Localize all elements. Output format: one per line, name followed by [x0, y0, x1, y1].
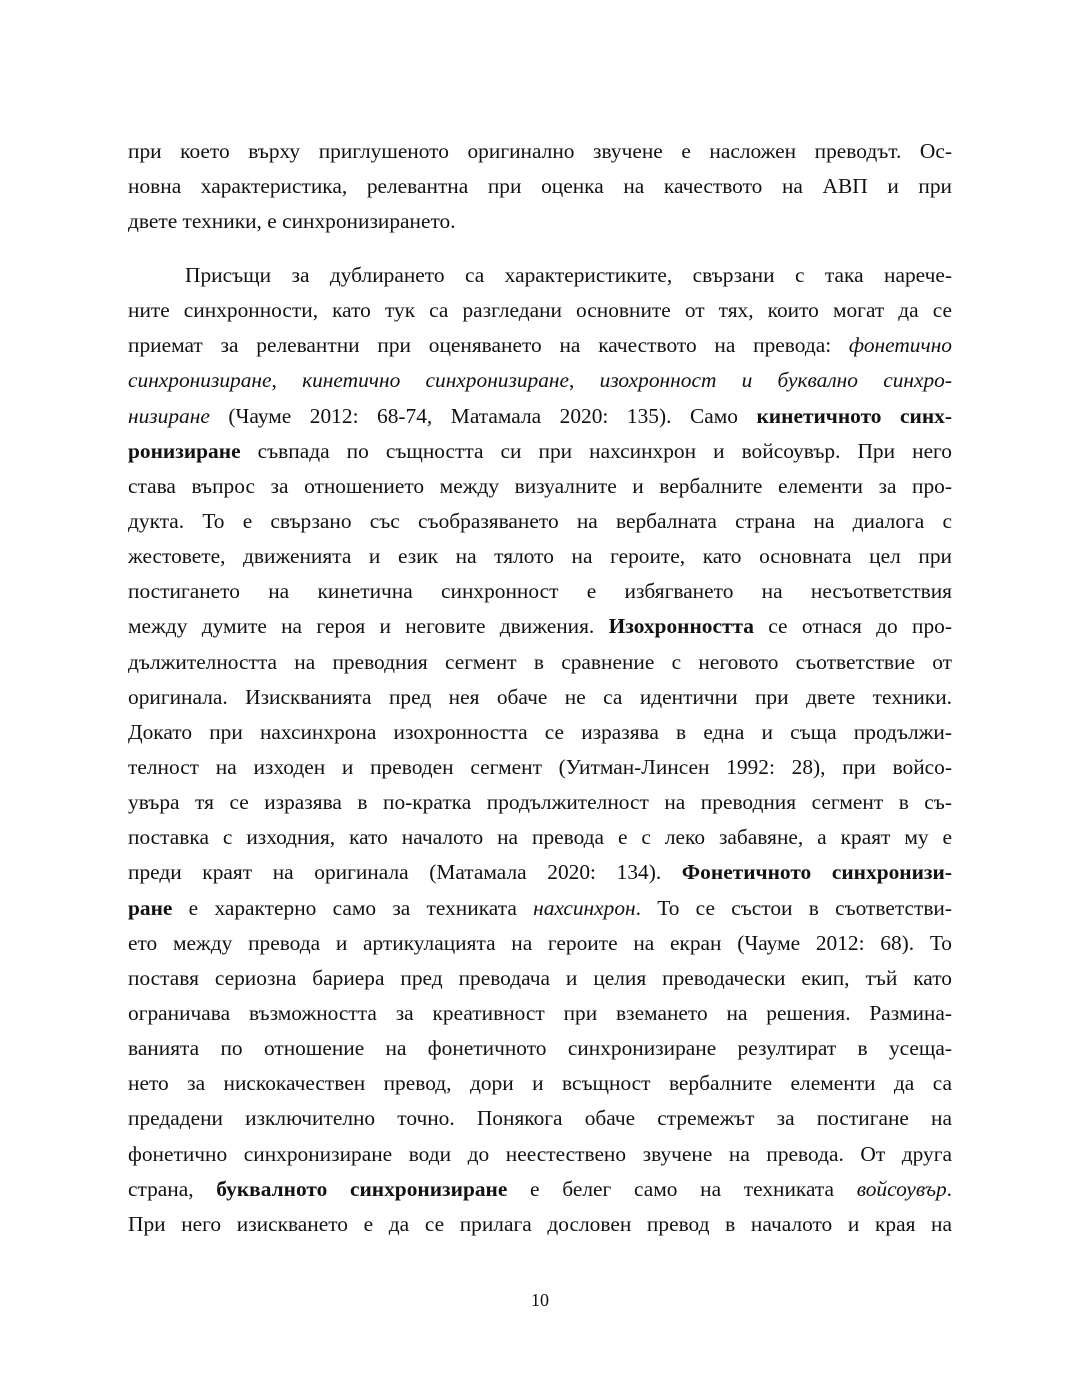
text-line	[128, 750, 952, 785]
text-line	[128, 1137, 952, 1172]
text-run: нето за нискокачествен превод, дори и всъщност вербалните елементи да са	[128, 1071, 952, 1096]
text-run: дължителността на преводния сегмент в сравнение с неговото съответствие от	[128, 649, 952, 674]
text-run: съвпада по същността си при нахсинхрон и войсоувър. При него	[240, 438, 952, 463]
text-run: телност на изходен и преводен сегмент (Уитман-Линсен 1992: 28), при войсо-	[128, 754, 952, 779]
text-run: се отнася до про-	[753, 614, 952, 639]
text-run: (Чауме 2012: 68-74, Матамала 2020: 135). Само	[209, 403, 757, 428]
italic-term: нахсинхрон	[533, 895, 636, 920]
bold-term: ронизиране	[128, 438, 241, 463]
text-run: ограничава възможността за креативност при вземането на решения. Размина-	[128, 1000, 952, 1025]
text-line	[128, 134, 952, 169]
italic-term: синхронизиране	[128, 368, 272, 393]
text-run: става въпрос за отношението между визуалните и вербалните елементи за про-	[128, 473, 952, 498]
text-run: Докато при нахсинхрона изохронността се изразява в една и съща продължи-	[128, 719, 952, 744]
text-run: оригинала. Изискванията пред нея обаче не са идентични при двете техники.	[128, 684, 952, 709]
italic-term: фонетично	[848, 333, 952, 358]
text-run: поставка с изходния, като началото на превода е с леко забавяне, а краят му е	[128, 825, 952, 850]
text-line	[128, 574, 952, 609]
bold-term: Фонетичното синхронизи-	[681, 860, 952, 885]
italic-term: низиране	[128, 403, 210, 428]
text-run: ните синхронности, като тук са разгледани основните от тях, които могат да се	[128, 298, 952, 323]
text-line	[128, 1172, 952, 1207]
text-run: . То се състои в съответстви-	[635, 895, 952, 920]
bold-term: буквалното синхронизиране	[216, 1176, 508, 1201]
text-line	[128, 996, 952, 1031]
text-line	[128, 204, 952, 239]
bold-term: ране	[128, 895, 173, 920]
text-line	[128, 645, 952, 680]
text-line	[128, 434, 952, 469]
text-run: ванията по отношение на фонетичното синхронизиране резултират в усеща-	[128, 1036, 952, 1061]
text-line	[128, 1066, 952, 1101]
paragraph-1	[128, 134, 952, 239]
text-run: фонетично синхронизиране води до неестествено звучене на превода. От друга	[128, 1141, 952, 1166]
italic-term: кинетично синхронизиране	[302, 368, 570, 393]
text-run: ,	[569, 368, 600, 393]
text-line	[128, 1031, 952, 1066]
italic-term: войсоувър	[856, 1176, 947, 1201]
text-line	[128, 609, 952, 644]
text-run: предадени изключително точно. Понякога обаче стремежът за постигане на	[128, 1106, 952, 1131]
text-line	[128, 539, 952, 574]
text-line	[128, 169, 952, 204]
text-run: ,	[271, 368, 303, 393]
text-line	[128, 855, 952, 890]
text-run: между думите на героя и неговите движения.	[128, 614, 609, 639]
text-run: новна характеристика, релевантна при оценка на качеството на АВП и при	[128, 174, 952, 199]
bold-term: кинетичното синх-	[756, 403, 952, 428]
text-line	[128, 785, 952, 820]
text-run: При него изискването е да се прилага дословен превод в началото и края на	[128, 1211, 952, 1236]
text-run: приемат за релевантни при оценяването на качеството на превода:	[128, 333, 849, 358]
bold-term: Изохронността	[608, 614, 754, 639]
text-line	[128, 961, 952, 996]
text-line	[128, 399, 952, 434]
text-run: е характерно само за техниката	[172, 895, 534, 920]
text-run: увъра тя се изразява в по-кратка продължителност на преводния сегмент в съ-	[128, 790, 952, 815]
text-line	[128, 715, 952, 750]
text-run: .	[946, 1176, 952, 1201]
page-number: 10	[531, 1290, 549, 1310]
text-run: при което върху приглушеното оригинално звучене е насложен преводът. Ос-	[128, 139, 952, 163]
text-run: двете техники, е синхронизирането.	[128, 209, 456, 234]
text-line	[128, 820, 952, 855]
text-line	[128, 504, 952, 539]
text-run: е белег само на техниката	[507, 1176, 857, 1201]
text-line	[128, 469, 952, 504]
text-line	[128, 328, 952, 363]
text-run: ето между превода и артикулацията на героите на екран (Чауме 2012: 68). То	[128, 930, 952, 955]
text-line	[128, 680, 952, 715]
italic-term: изохронност и буквално синхро-	[599, 368, 953, 393]
text-run: Присъщи за дублирането са характеристиките, свързани с така нарече-	[185, 263, 952, 287]
text-run: преди краят на оригинала (Матамала 2020: 134).	[128, 860, 682, 885]
text-run: жестовете, движенията и език на тялото на героите, като основната цел при	[128, 544, 952, 569]
text-line	[128, 293, 952, 328]
text-line	[128, 258, 952, 293]
text-line	[128, 891, 952, 926]
text-line	[128, 1101, 952, 1136]
text-line	[128, 926, 952, 961]
text-run: поставя сериозна бариера пред преводача и целия преводачески екип, тъй като	[128, 965, 952, 990]
text-line	[128, 363, 952, 398]
text-run: дукта. То е свързано със съобразяването на вербалната страна на диалога с	[128, 508, 952, 533]
text-line	[128, 1207, 952, 1242]
text-run: постигането на кинетична синхронност е избягването на несъответствия	[128, 579, 952, 604]
paragraph-2	[128, 258, 952, 1242]
text-run: страна,	[128, 1176, 217, 1201]
